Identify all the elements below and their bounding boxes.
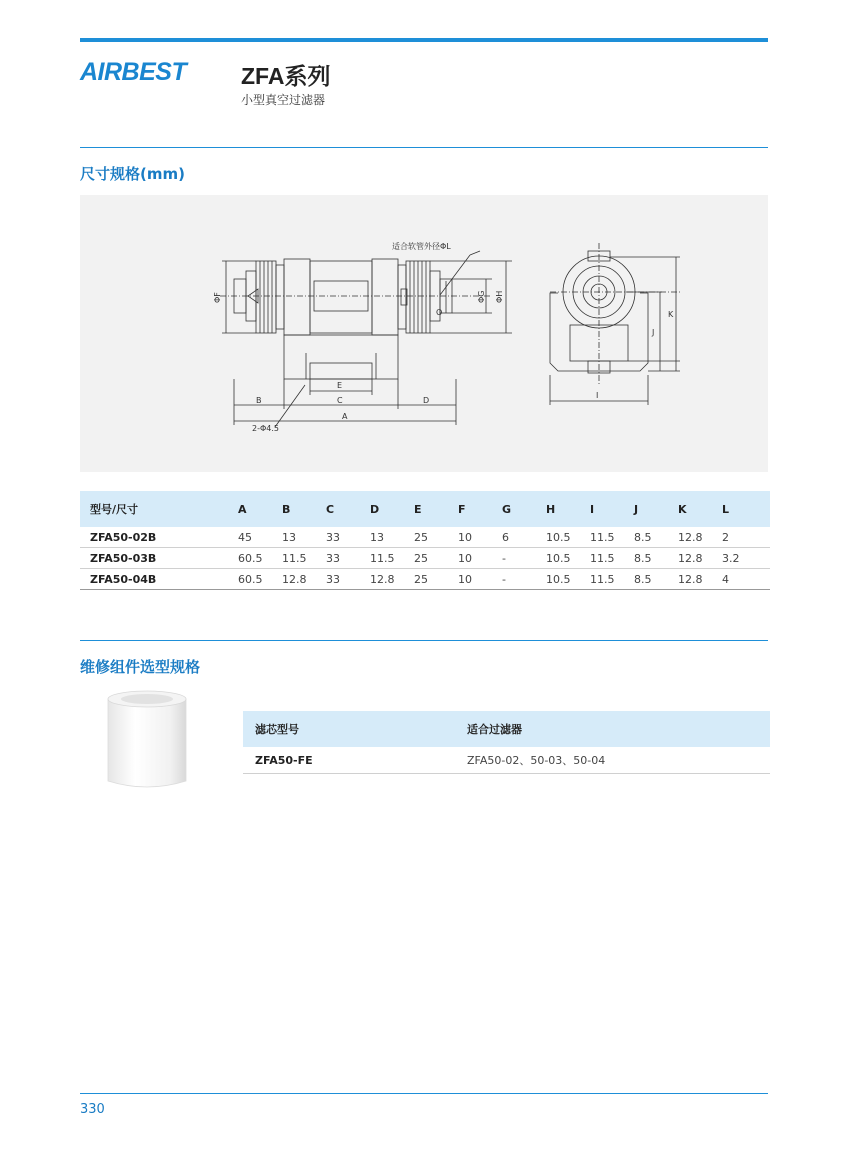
- header-g: G: [502, 491, 546, 527]
- cell-model: ZFA50-02B: [80, 527, 238, 548]
- header-c: C: [326, 491, 370, 527]
- cell-d: 11.5: [370, 548, 414, 569]
- section-divider: [80, 147, 768, 148]
- cell-h: 10.5: [546, 548, 590, 569]
- cell-model: ZFA50-04B: [80, 569, 238, 590]
- cell-h: 10.5: [546, 527, 590, 548]
- header-model: 型号/尺寸: [80, 491, 238, 527]
- cell-e: 25: [414, 527, 458, 548]
- cell-g: -: [502, 548, 546, 569]
- repair-section-title: 维修组件选型规格: [80, 658, 201, 676]
- header-a: A: [238, 491, 282, 527]
- header-j: J: [634, 491, 678, 527]
- header-d: D: [370, 491, 414, 527]
- cell-f: 10: [458, 527, 502, 548]
- cell-j: 8.5: [634, 527, 678, 548]
- cell-i: 11.5: [590, 548, 634, 569]
- filter-table: [243, 711, 770, 774]
- label-c: C: [337, 396, 343, 405]
- cell-j: 8.5: [634, 548, 678, 569]
- cell-i: 11.5: [590, 527, 634, 548]
- label-f: ΦF: [213, 292, 222, 303]
- cell-c: 33: [326, 569, 370, 590]
- series-subtitle: 小型真空过滤器: [241, 93, 326, 107]
- label-i: I: [596, 391, 599, 400]
- cell-d: 12.8: [370, 569, 414, 590]
- footer-divider: [80, 1093, 768, 1094]
- cell-c: 33: [326, 548, 370, 569]
- header-l: L: [722, 491, 770, 527]
- cell-f: 10: [458, 569, 502, 590]
- filter-element-image: [92, 685, 202, 795]
- label-hose-od: 适合软管外径ΦL: [392, 242, 451, 251]
- cell-a: 45: [238, 527, 282, 548]
- cell-e: 25: [414, 548, 458, 569]
- cell-element-model: ZFA50-FE: [243, 747, 455, 774]
- header-element-model: 滤芯型号: [243, 711, 455, 747]
- cell-b: 12.8: [282, 569, 326, 590]
- header-compatible: 适合过滤器: [455, 711, 770, 747]
- label-k: K: [668, 310, 674, 319]
- cell-l: 2: [722, 527, 770, 548]
- dimension-table: [80, 491, 770, 590]
- cell-g: -: [502, 569, 546, 590]
- header-k: K: [678, 491, 722, 527]
- filter-table-header: [243, 711, 770, 747]
- cell-f: 10: [458, 548, 502, 569]
- table-row: [80, 527, 770, 548]
- header-i: I: [590, 491, 634, 527]
- cell-compatible: ZFA50-02、50-03、50-04: [455, 747, 770, 774]
- dimension-drawing-svg: [80, 195, 768, 472]
- cell-b: 13: [282, 527, 326, 548]
- label-b: B: [256, 396, 262, 405]
- dimension-drawing: [80, 195, 768, 472]
- cell-h: 10.5: [546, 569, 590, 590]
- cell-g: 6: [502, 527, 546, 548]
- cell-a: 60.5: [238, 569, 282, 590]
- label-a: A: [342, 412, 348, 421]
- cell-i: 11.5: [590, 569, 634, 590]
- series-title: ZFA系列: [241, 63, 331, 89]
- page-number: 330: [80, 1102, 105, 1117]
- cell-model: ZFA50-03B: [80, 548, 238, 569]
- cell-l: 4: [722, 569, 770, 590]
- brand-logo: AIRBEST: [80, 58, 187, 86]
- label-h: ΦH: [495, 290, 504, 303]
- header-f: F: [458, 491, 502, 527]
- cell-k: 12.8: [678, 569, 722, 590]
- header-b: B: [282, 491, 326, 527]
- top-accent-bar: [80, 38, 768, 42]
- cell-e: 25: [414, 569, 458, 590]
- label-e: E: [337, 381, 343, 390]
- section-divider: [80, 640, 768, 641]
- label-o: O: [436, 308, 443, 317]
- cell-k: 12.8: [678, 527, 722, 548]
- label-d: D: [423, 396, 430, 405]
- label-holes: 2-Φ4.5: [252, 424, 279, 433]
- cell-d: 13: [370, 527, 414, 548]
- cell-a: 60.5: [238, 548, 282, 569]
- header-h: H: [546, 491, 590, 527]
- table-row: [80, 548, 770, 569]
- cell-b: 11.5: [282, 548, 326, 569]
- header-e: E: [414, 491, 458, 527]
- cell-j: 8.5: [634, 569, 678, 590]
- dimensions-section-title: 尺寸规格(mm): [80, 165, 185, 183]
- cell-k: 12.8: [678, 548, 722, 569]
- label-j: J: [652, 328, 655, 337]
- table-row: [243, 747, 770, 774]
- cell-c: 33: [326, 527, 370, 548]
- dimension-table-header: [80, 491, 770, 527]
- table-row: [80, 569, 770, 590]
- label-g: ΦG: [477, 290, 486, 303]
- cell-l: 3.2: [722, 548, 770, 569]
